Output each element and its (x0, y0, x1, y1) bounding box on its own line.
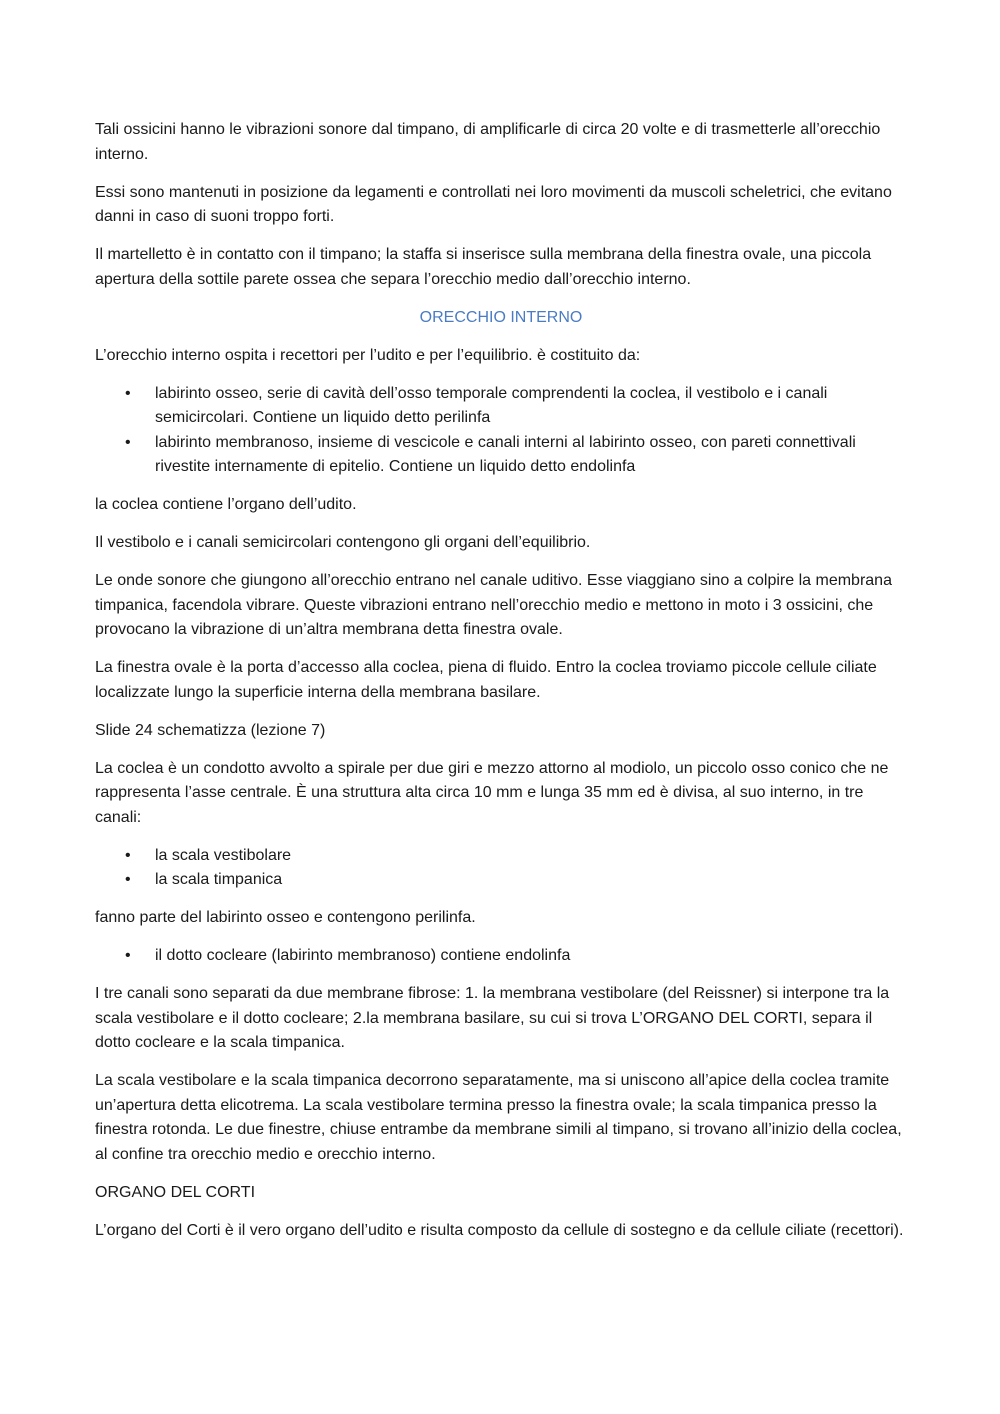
bullet-icon: • (125, 384, 131, 402)
paragraph-organo-del-corti: L’organo del Corti è il vero organo dell’udito e risulta composto da cellule di sostegno e da cellule ciliate (recettori). (95, 1221, 904, 1239)
paragraph-slide-reference: Slide 24 schematizza (lezione 7) (95, 721, 326, 739)
paragraph-perilinfa: fanno parte del labirinto osseo e contengono perilinfa. (95, 909, 476, 926)
paragraph-ossicini: Tali ossicini hanno le vibrazioni sonore dal timpano, di amplificarle di circa 20 volte e di trasmetterle all’orecchio interno. (95, 121, 881, 163)
list-item-text: labirinto osseo, serie di cavità dell’osso temporale comprendenti la coclea, il vestibolo e i canali semicircolari. Contiene un liquido detto perilinfa (155, 384, 828, 426)
paragraph-martelletto: Il martelletto è in contatto con il timpano; la staffa si inserisce sulla membrana della finestra ovale, una piccola apertura della sottile parete ossea che separa l’orecchio medio dall’orecchio interno. (95, 246, 872, 288)
paragraph-coclea: la coclea contiene l’organo dell’udito. (95, 496, 357, 513)
paragraph-intro-orecchio-interno: L’orecchio interno ospita i recettori per l’udito e per l’equilibrio. è costituito da: (95, 346, 641, 364)
list-item-text: il dotto cocleare (labirinto membranoso) contiene endolinfa (155, 947, 571, 964)
bullet-icon: • (125, 846, 131, 864)
list-item (95, 868, 907, 893)
canali-list (95, 844, 907, 893)
paragraph-onde-sonore: Le onde sonore che giungono all’orecchio entrano nel canale uditivo. Esse viaggiano sino a colpire la membrana timpanica, facendola vibrare. Queste vibrazioni entrano nell’orecchio medio e mettono in moto i 3 ossicini, che provocano la vibrazione di un’altra membrana detta finestra ovale. (95, 572, 892, 638)
paragraph-elicotrema: La scala vestibolare e la scala timpanica decorrono separatamente, ma si uniscono all’apice della coclea tramite un’apertura detta elicotrema. La scala vestibolare termina presso la finestra ovale; la scala timpanica presso la finestra rotonda. Le due finestre, chiuse entrambe da membrane simili al timpano, si trovano all’inizio della coclea, al confine tra orecchio medio e orecchio interno. (95, 1072, 902, 1163)
list-item (95, 431, 907, 480)
dotto-cocleare-list (95, 944, 907, 969)
list-item (95, 944, 907, 969)
subheading-organo-del-corti: ORGANO DEL CORTI (95, 1183, 256, 1201)
list-item (95, 382, 907, 431)
paragraph-legamenti: Essi sono mantenuti in posizione da legamenti e controllati nei loro movimenti da muscoli scheletrici, che evitano danni in caso di suoni troppo forti. (95, 183, 892, 225)
paragraph-membrane-fibrose: I tre canali sono separati da due membrane fibrose: 1. la membrana vestibolare (del Reissner) si interpone tra la scala vestibolare e il dotto cocleare; 2.la membrana basilare, su cui si trova L’ORGANO DEL CORTI, separa il dotto cocleare e la scala timpanica. (95, 985, 890, 1051)
paragraph-vestibolo: Il vestibolo e i canali semicircolari contengono gli organi dell’equilibrio. (95, 534, 591, 551)
document-page (95, 118, 907, 1257)
list-item (95, 844, 907, 869)
labirinto-list (95, 382, 907, 480)
paragraph-finestra-ovale: La finestra ovale è la porta d’accesso alla coclea, piena di fluido. Entro la coclea troviamo piccole cellule ciliate localizzate lungo la superficie interna della membrana basilare. (95, 659, 877, 701)
list-item-text: la scala vestibolare (155, 846, 292, 864)
section-heading-orecchio-interno: ORECCHIO INTERNO (419, 308, 583, 326)
bullet-icon: • (125, 947, 131, 964)
list-item-text: la scala timpanica (155, 871, 283, 888)
list-item-text: labirinto membranoso, insieme di vescicole e canali interni al labirinto osseo, con pareti connettivali rivestite internamente di epitelio. Contiene un liquido detto endolinfa (155, 433, 856, 475)
paragraph-coclea-struttura: La coclea è un condotto avvolto a spirale per due giri e mezzo attorno al modiolo, un piccolo osso conico che ne rappresenta l’asse centrale. È una struttura alta circa 10 mm e lunga 35 mm ed è divisa, al suo interno, in tre canali: (95, 759, 889, 826)
bullet-icon: • (125, 871, 131, 888)
bullet-icon: • (125, 433, 131, 451)
